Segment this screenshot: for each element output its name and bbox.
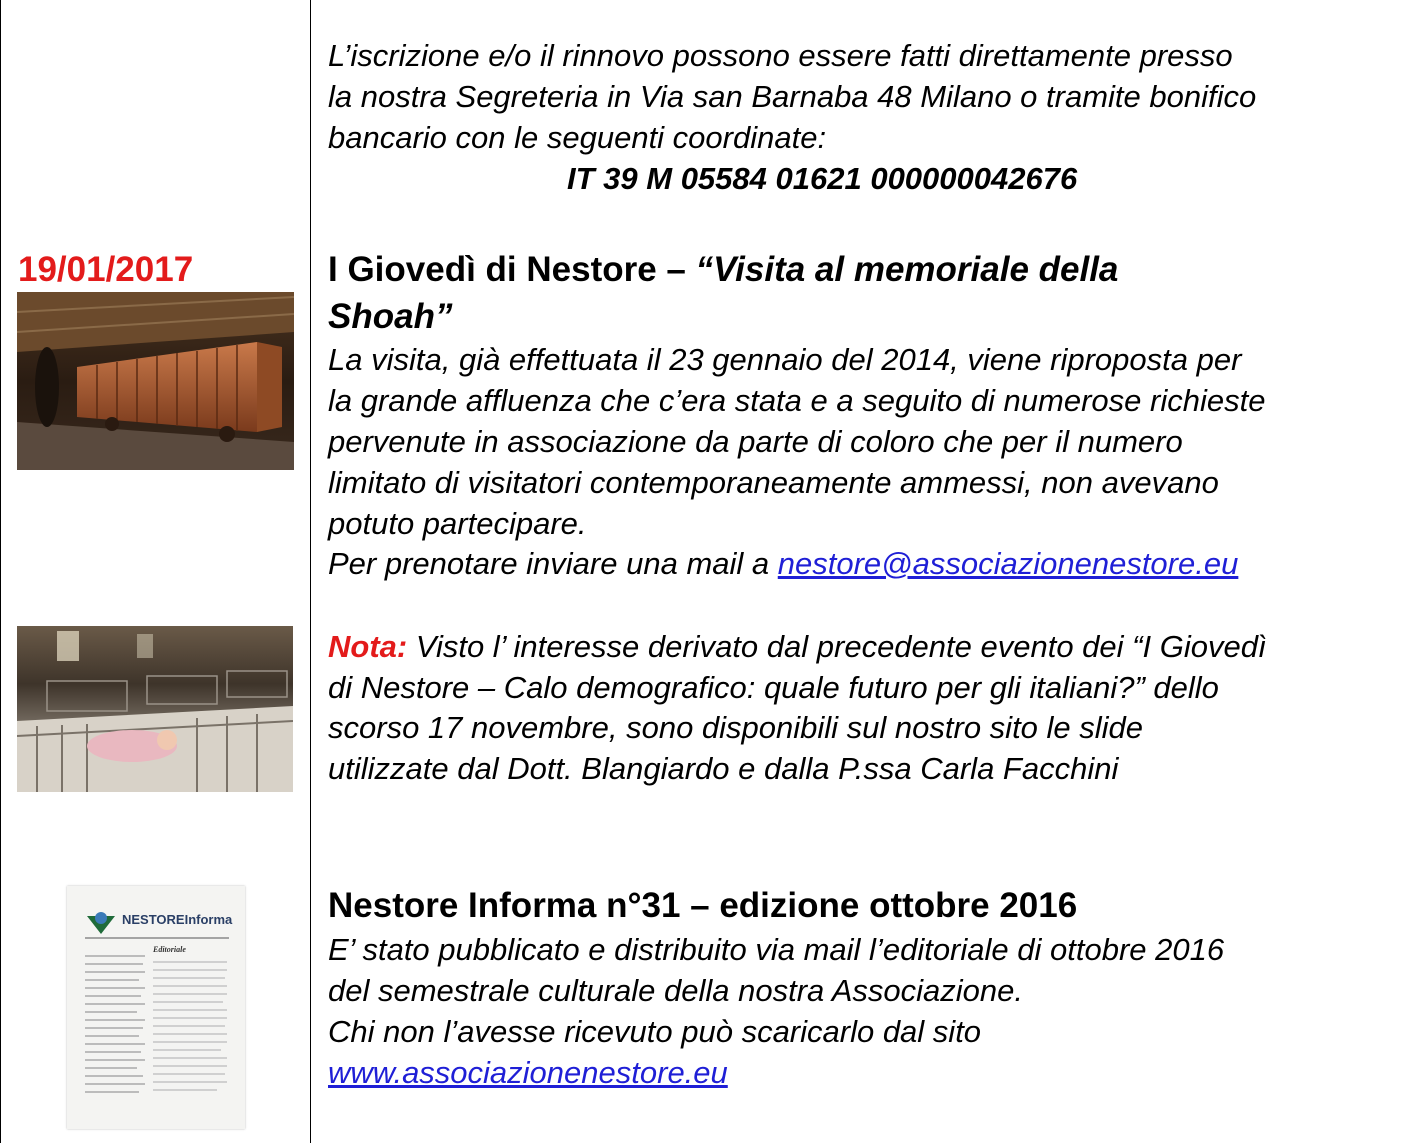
newsletter-link-line [328,1052,728,1093]
event-body-line-4: limitato di visitatori contemporaneamente ammessi, non avevano [328,465,1219,500]
note-line-1-text: Visto l’ interesse derivato dal precedente evento dei “I Giovedì [407,629,1267,664]
booking-text: Per prenotare inviare una mail a [328,546,778,581]
membership-line-2: la nostra Segreteria in Via san Barnaba 48 Milano o tramite bonifico [328,79,1257,114]
note-line-1 [328,626,1267,667]
note-line-3: scorso 17 novembre, sono disponibili sul nostro sito le slide [328,710,1144,745]
newsletter-title: Nestore Informa n°31 – edizione ottobre 2016 [328,886,1078,925]
event-body-line-3: pervenute in associazione da parte di coloro che per il numero [328,424,1183,459]
event-body-line-2: la grande affluenza che c’era stata e a seguito di numerose richieste [328,383,1266,418]
event-title-italic: “Visita al memoriale della [695,250,1119,289]
memorial-train-wagon-photo [17,292,294,470]
newsletter-cover-thumbnail [67,886,245,1129]
email-link[interactable]: nestore@associazionenestore.eu [777,546,1239,581]
membership-line-1: L’iscrizione e/o il rinnovo possono essere fatti direttamente presso [328,38,1233,73]
event-title [328,249,1118,290]
left-border [0,0,1,1143]
newsletter-line-2: del semestrale culturale della nostra Associazione. [328,973,1023,1008]
note-line-2: di Nestore – Calo demografico: quale futuro per gli italiani?” dello [328,670,1219,705]
event-body-line-5: potuto partecipare. [328,506,587,541]
event-title-line-2: Shoah” [328,297,453,336]
column-divider [310,0,311,1143]
note-label: Nota: [328,629,408,664]
cover-heading: Editoriale [153,945,186,954]
event-body-line-1: La visita, già effettuata il 23 gennaio del 2014, viene riproposta per [328,342,1242,377]
membership-line-3: bancario con le seguenti coordinate: [328,120,827,155]
cover-brand: NESTOREInforma [122,912,233,927]
website-link[interactable]: www.associazionenestore.eu [328,1055,728,1090]
iban: IT 39 M 05584 01621 000000042676 [567,161,1078,196]
newsletter-line-1: E’ stato pubblicato e distribuito via mail l’editoriale di ottobre 2016 [328,932,1225,967]
note-line-4: utilizzate dal Dott. Blangiardo e dalla P.ssa Carla Facchini [328,751,1119,786]
newsletter-line-3: Chi non l’avesse ricevuto può scaricarlo dal sito [328,1014,982,1049]
booking-line [328,543,1238,584]
event-date: 19/01/2017 [18,250,194,289]
nursery-cribs-photo [17,626,293,792]
event-title-plain: I Giovedì di Nestore – [328,250,696,289]
